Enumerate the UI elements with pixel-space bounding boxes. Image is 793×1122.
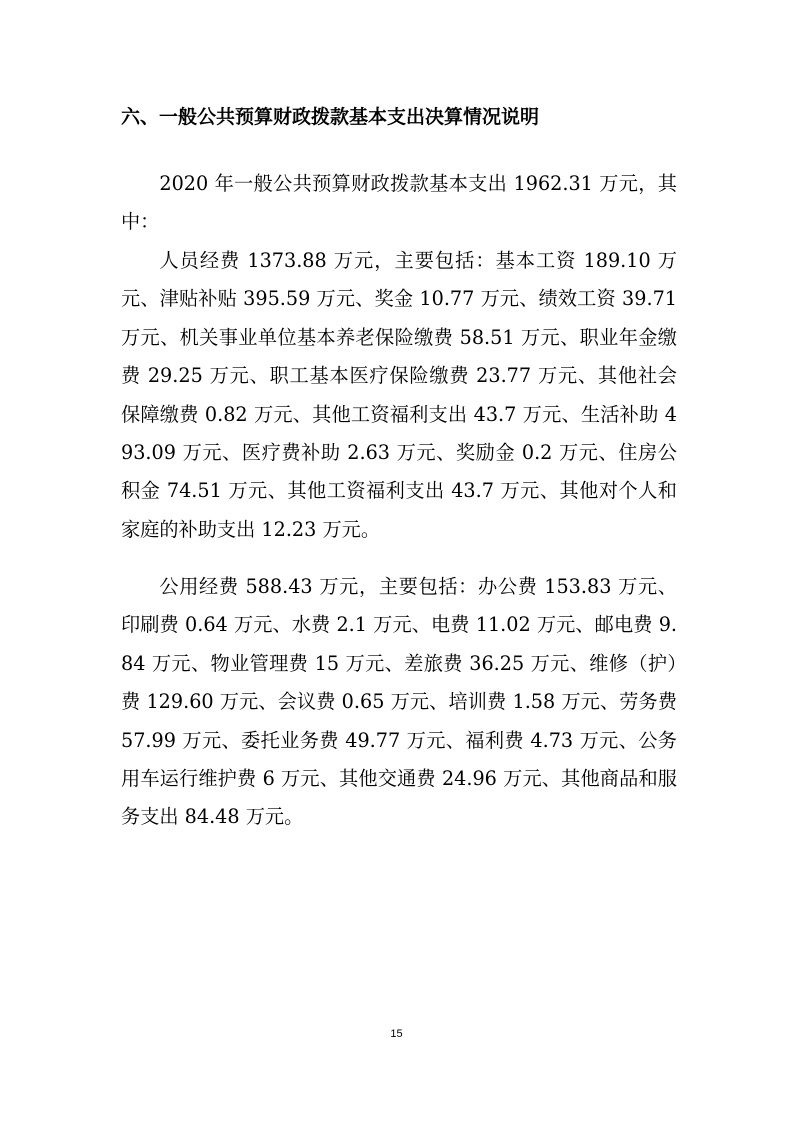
paragraph-text: 人员经费 1373.88 万元，主要包括：基本工资 189.10 万元、津贴补贴 395.59 万元、奖金 10.77 万元、绩效工资 39.71 万元、机关事业单位基本养老保险缴费 58.51 万元、职业年金缴费 29.25 万元、职工基本医疗保险缴费 23.77 万元、其他社会保障缴费 0.82 万元、其他工资福利支出 43.7 万元、生活补助 493.09 万元、医疗费补助 2.63 万元、奖励金 0.2 万元、住房公积金 74.51 万元、其他工资福利支出 43.7 万元、其他对个人和家庭的补助支出 12.23 万元。 [121,249,677,541]
paragraph-summary [121,165,677,242]
page-number: 15 [390,1028,403,1040]
paragraph-text: 2020 年一般公共预算财政拨款基本支出 1962.31 万元，其中： [121,172,677,234]
paragraph-personnel-expenses [121,242,677,549]
paragraph-public-expenses [121,568,677,837]
paragraph-text: 公用经费 588.43 万元，主要包括：办公费 153.83 万元、印刷费 0.64 万元、水费 2.1 万元、电费 11.02 万元、邮电费 9.84 万元、物业管理费 15 万元、差旅费 36.25 万元、维修（护）费 129.60 万元、会议费 0.65 万元、培训费 1.58 万元、劳务费 57.99 万元、委托业务费 49.77 万元、福利费 4.73 万元、公务用车运行维护费 6 万元、其他交通费 24.96 万元、其他商品和服务支出 84.48 万元。 [121,575,677,829]
section-heading: 六、一般公共预算财政拨款基本支出决算情况说明 [121,106,540,128]
